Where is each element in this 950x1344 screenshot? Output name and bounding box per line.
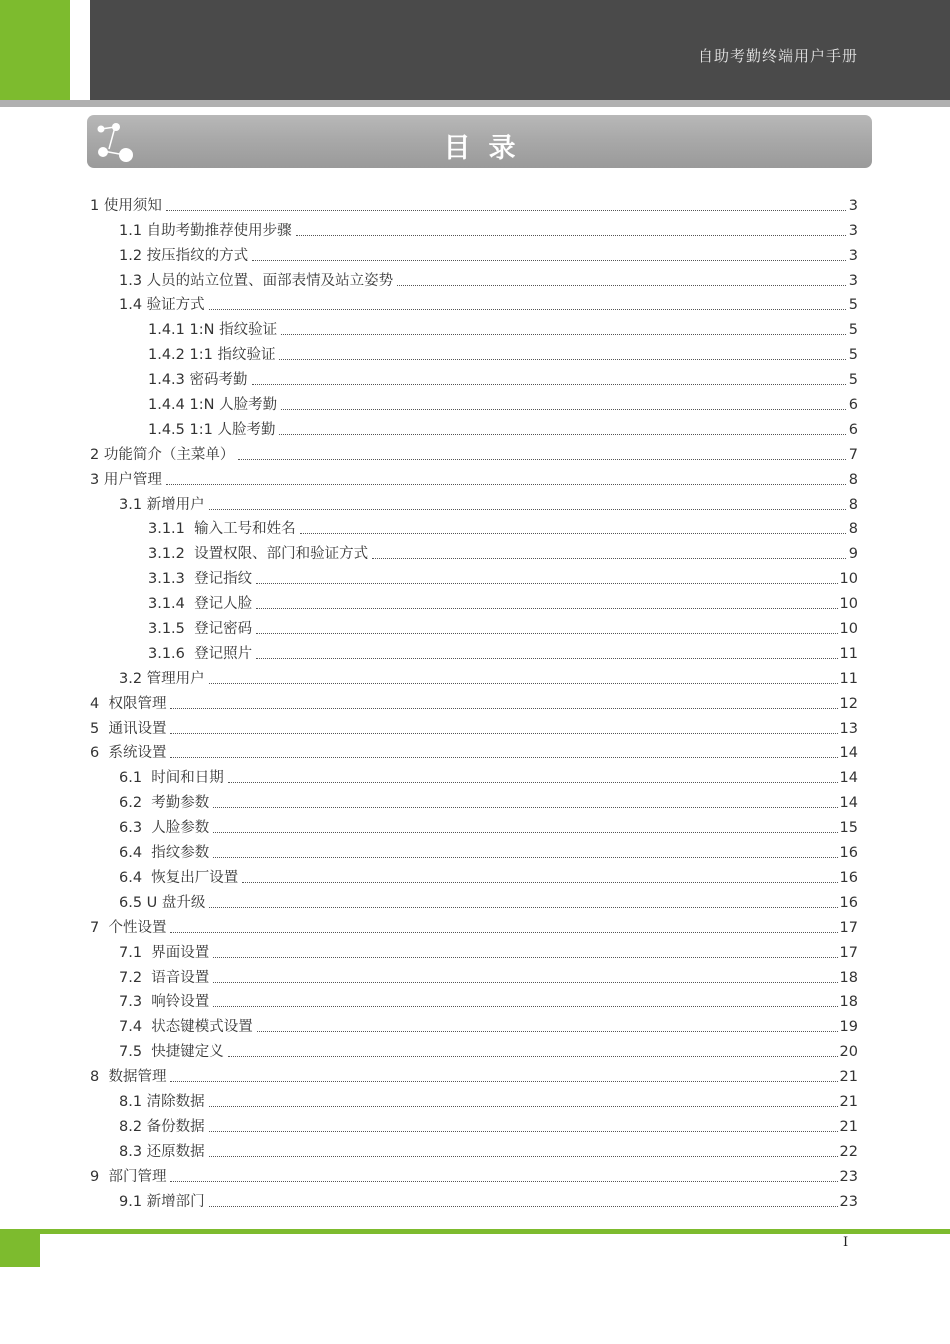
- header-bar: [90, 0, 950, 100]
- document-title: 自助考勤终端用户手册: [697, 47, 858, 65]
- toc-entry-title: 7.5 快捷键定义: [119, 1044, 224, 1061]
- toc-entry-page: 16: [839, 894, 858, 911]
- toc-entry-title: 1.4.3 密码考勤: [148, 372, 248, 389]
- toc-entry-page: 10: [839, 571, 858, 588]
- toc-entry-page: 6: [848, 421, 858, 438]
- toc-entry[interactable]: [90, 215, 858, 240]
- toc-entry[interactable]: [90, 339, 858, 364]
- toc-entry[interactable]: [90, 837, 858, 862]
- toc-entry[interactable]: [90, 663, 858, 688]
- toc-entry-title: 3.1 新增用户: [119, 496, 205, 513]
- toc-entry-page: 14: [839, 770, 858, 787]
- toc-dot-leader: [257, 1030, 838, 1032]
- toc-dot-leader: [209, 1130, 838, 1132]
- toc-entry[interactable]: [90, 439, 858, 464]
- toc-entry-title: 7.4 状态键模式设置: [119, 1019, 253, 1036]
- toc-entry[interactable]: [90, 912, 858, 937]
- toc-dot-leader: [170, 707, 837, 709]
- toc-entry-title: 1.4.5 1:1 人脸考勤: [148, 421, 276, 438]
- toc-entry[interactable]: [90, 563, 858, 588]
- toc-dot-leader: [170, 1180, 837, 1182]
- toc-entry[interactable]: [90, 812, 858, 837]
- toc-entry-title: 1.3 人员的站立位置、面部表情及站立姿势: [119, 272, 394, 289]
- toc-entry-page: 3: [848, 247, 858, 264]
- toc-entry-title: 4 权限管理: [90, 695, 167, 712]
- toc-entry-title: 6 系统设置: [90, 745, 167, 762]
- toc-dot-leader: [213, 856, 837, 858]
- toc-dot-leader: [238, 458, 846, 460]
- toc-entry-title: 3.2 管理用户: [119, 670, 205, 687]
- toc-entry[interactable]: [90, 265, 858, 290]
- toc-entry-page: 23: [839, 1168, 858, 1185]
- toc-entry-title: 8.1 清除数据: [119, 1093, 205, 1110]
- toc-dot-leader: [213, 806, 837, 808]
- toc-entry-title: 7.2 语音设置: [119, 969, 210, 986]
- toc-entry[interactable]: [90, 538, 858, 563]
- header-divider: [0, 100, 950, 107]
- toc-entry[interactable]: [90, 1186, 858, 1211]
- toc-entry-title: 6.2 考勤参数: [119, 795, 210, 812]
- toc-entry-page: 22: [839, 1143, 858, 1160]
- toc-dot-leader: [256, 582, 837, 584]
- toc-entry[interactable]: [90, 887, 858, 912]
- toc-entry-title: 3 用户管理: [90, 471, 162, 488]
- toc-dot-leader: [296, 234, 846, 236]
- toc-entry-page: 11: [839, 670, 858, 687]
- toc-entry[interactable]: [90, 389, 858, 414]
- toc-entry[interactable]: [90, 762, 858, 787]
- toc-entry[interactable]: [90, 738, 858, 763]
- toc-entry-title: 8.2 备份数据: [119, 1118, 205, 1135]
- toc-dot-leader: [166, 209, 846, 211]
- toc-dot-leader: [166, 483, 846, 485]
- toc-entry-page: 21: [839, 1093, 858, 1110]
- toc-entry-page: 7: [848, 446, 858, 463]
- toc-dot-leader: [256, 632, 837, 634]
- toc-entry-title: 6.3 人脸参数: [119, 820, 210, 837]
- toc-entry[interactable]: [90, 514, 858, 539]
- toc-entry-page: 16: [839, 845, 858, 862]
- toc-entry-page: 6: [848, 397, 858, 414]
- toc-entry[interactable]: [90, 962, 858, 987]
- toc-entry-page: 5: [848, 372, 858, 389]
- toc-dot-leader: [228, 1055, 838, 1057]
- toc-entry[interactable]: [90, 713, 858, 738]
- toc-entry-page: 5: [848, 297, 858, 314]
- toc-entry-title: 3.1.4 登记人脸: [148, 596, 253, 613]
- toc-entry-page: 5: [848, 322, 858, 339]
- toc-dot-leader: [170, 1080, 837, 1082]
- toc-entry[interactable]: [90, 414, 858, 439]
- toc-entry-title: 7.3 响铃设置: [119, 994, 210, 1011]
- toc-entry-page: 10: [839, 621, 858, 638]
- toc-entry-page: 3: [848, 197, 858, 214]
- toc-entry[interactable]: [90, 1111, 858, 1136]
- toc-entry[interactable]: [90, 1036, 858, 1061]
- toc-entry-title: 7 个性设置: [90, 919, 167, 936]
- toc-entry[interactable]: [90, 364, 858, 389]
- toc-entry-page: 18: [839, 969, 858, 986]
- footer-divider: [0, 1229, 950, 1234]
- toc-entry-page: 15: [839, 820, 858, 837]
- toc-entry-title: 6.4 恢复出厂设置: [119, 869, 239, 886]
- toc-entry-title: 1.4.2 1:1 指纹验证: [148, 347, 276, 364]
- toc-entry-page: 17: [839, 944, 858, 961]
- toc-dot-leader: [281, 333, 846, 335]
- toc-entry[interactable]: [90, 489, 858, 514]
- toc-entry-page: 21: [839, 1069, 858, 1086]
- toc-dot-leader: [279, 358, 846, 360]
- toc-entry-page: 12: [839, 695, 858, 712]
- toc-entry-title: 1.1 自助考勤推荐使用步骤: [119, 222, 292, 239]
- toc-entry[interactable]: [90, 613, 858, 638]
- toc-dot-leader: [279, 433, 846, 435]
- toc-dot-leader: [209, 508, 846, 510]
- toc-entry[interactable]: [90, 937, 858, 962]
- toc-dot-leader: [256, 657, 837, 659]
- toc-dot-leader: [300, 532, 846, 534]
- toc-entry[interactable]: [90, 688, 858, 713]
- toc-entry-page: 8: [848, 496, 858, 513]
- toc-dot-leader: [209, 1155, 838, 1157]
- toc-entry-title: 1.4 验证方式: [119, 297, 205, 314]
- toc-entry-title: 3.1.6 登记照片: [148, 645, 253, 662]
- toc-entry[interactable]: [90, 987, 858, 1012]
- page-number: I: [843, 1235, 849, 1250]
- toc-entry[interactable]: [90, 638, 858, 663]
- toc-entry-page: 16: [839, 869, 858, 886]
- toc-entry[interactable]: [90, 290, 858, 315]
- toc-entry[interactable]: [90, 464, 858, 489]
- toc-entry-page: 9: [848, 546, 858, 563]
- toc-entry[interactable]: [90, 1086, 858, 1111]
- toc-entry-title: 6.1 时间和日期: [119, 770, 224, 787]
- toc-entry-page: 19: [839, 1019, 858, 1036]
- toc-entry[interactable]: [90, 240, 858, 265]
- toc-entry-page: 10: [839, 596, 858, 613]
- toc-dot-leader: [213, 831, 837, 833]
- toc-entry-title: 1 使用须知: [90, 197, 162, 214]
- toc-dot-leader: [209, 906, 837, 908]
- toc-entry-title: 3.1.2 设置权限、部门和验证方式: [148, 546, 369, 563]
- toc-entry-title: 1.4.1 1:N 指纹验证: [148, 322, 278, 339]
- toc-entry-page: 8: [848, 521, 858, 538]
- toc-dot-leader: [281, 408, 846, 410]
- toc-banner: [87, 115, 872, 168]
- toc-dot-leader: [209, 308, 846, 310]
- toc-entry[interactable]: [90, 1136, 858, 1161]
- toc-dot-leader: [213, 981, 837, 983]
- toc-entry-page: 14: [839, 745, 858, 762]
- table-of-contents: [90, 190, 858, 1211]
- toc-entry[interactable]: [90, 190, 858, 215]
- toc-dot-leader: [252, 259, 846, 261]
- toc-entry-title: 7.1 界面设置: [119, 944, 210, 961]
- toc-dot-leader: [372, 557, 846, 559]
- toc-dot-leader: [209, 682, 838, 684]
- toc-entry-title: 3.1.1 输入工号和姓名: [148, 521, 296, 538]
- toc-entry[interactable]: [90, 314, 858, 339]
- footer-green-accent: [0, 1229, 40, 1267]
- toc-dot-leader: [170, 931, 837, 933]
- toc-dot-leader: [170, 756, 837, 758]
- toc-entry-title: 8 数据管理: [90, 1069, 167, 1086]
- toc-entry-page: 8: [848, 471, 858, 488]
- header-green-accent: [0, 0, 70, 100]
- toc-entry-title: 3.1.3 登记指纹: [148, 571, 253, 588]
- toc-entry[interactable]: [90, 1161, 858, 1186]
- toc-entry[interactable]: [90, 1061, 858, 1086]
- toc-entry-page: 11: [839, 645, 858, 662]
- toc-entry-page: 20: [839, 1044, 858, 1061]
- toc-entry-page: 14: [839, 795, 858, 812]
- toc-entry-page: 18: [839, 994, 858, 1011]
- toc-dot-leader: [209, 1105, 838, 1107]
- toc-dot-leader: [170, 732, 837, 734]
- toc-entry-title: 6.5 U 盘升级: [119, 894, 206, 911]
- toc-entry-title: 2 功能简介（主菜单）: [90, 446, 235, 463]
- toc-entry-title: 3.1.5 登记密码: [148, 621, 253, 638]
- toc-dot-leader: [252, 383, 846, 385]
- toc-entry[interactable]: [90, 862, 858, 887]
- toc-dot-leader: [242, 881, 837, 883]
- toc-dot-leader: [213, 1005, 837, 1007]
- toc-entry-title: 9.1 新增部门: [119, 1193, 205, 1210]
- toc-entry-title: 5 通讯设置: [90, 720, 167, 737]
- toc-entry-page: 21: [839, 1118, 858, 1135]
- toc-entry-title: 9 部门管理: [90, 1168, 167, 1185]
- toc-entry[interactable]: [90, 1011, 858, 1036]
- toc-entry-page: 13: [839, 720, 858, 737]
- toc-entry-title: 1.4.4 1:N 人脸考勤: [148, 397, 278, 414]
- toc-entry-page: 17: [839, 919, 858, 936]
- toc-dot-leader: [397, 284, 846, 286]
- toc-heading: 目录: [443, 133, 534, 164]
- toc-entry-page: 23: [839, 1193, 858, 1210]
- toc-dot-leader: [209, 1205, 838, 1207]
- toc-dot-leader: [213, 956, 837, 958]
- toc-entry-page: 3: [848, 272, 858, 289]
- toc-entry[interactable]: [90, 787, 858, 812]
- toc-entry[interactable]: [90, 588, 858, 613]
- toc-entry-title: 6.4 指纹参数: [119, 845, 210, 862]
- toc-entry-page: 3: [848, 222, 858, 239]
- toc-entry-title: 1.2 按压指纹的方式: [119, 247, 249, 264]
- toc-dot-leader: [228, 781, 838, 783]
- toc-entry-title: 8.3 还原数据: [119, 1143, 205, 1160]
- toc-dot-leader: [256, 607, 837, 609]
- toc-entry-page: 5: [848, 347, 858, 364]
